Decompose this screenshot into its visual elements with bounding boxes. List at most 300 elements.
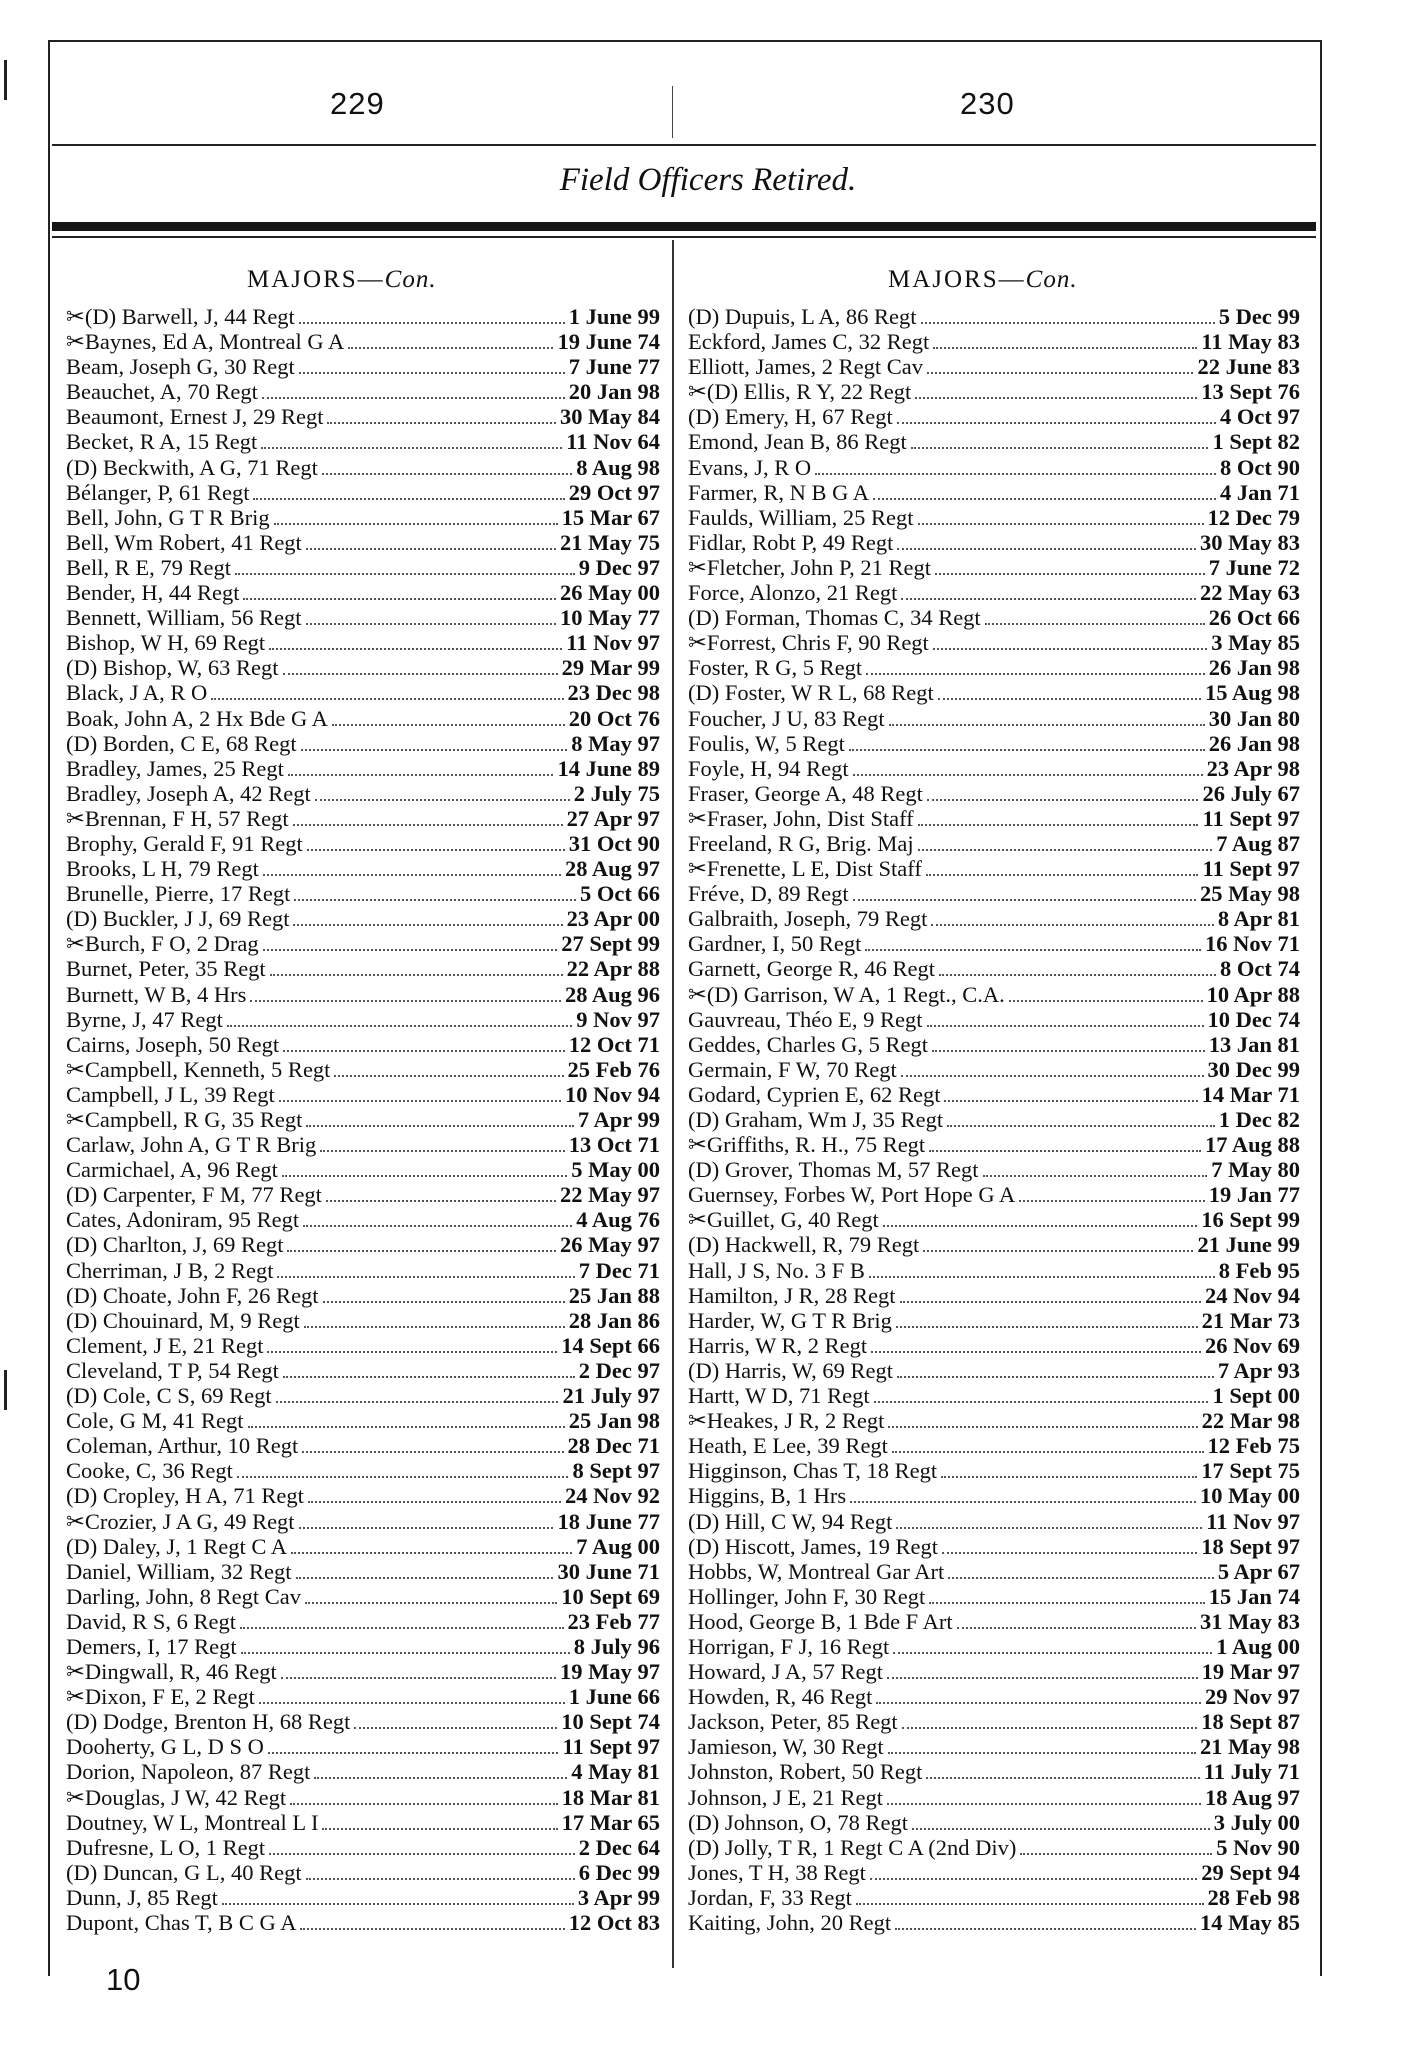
officer-entry bbox=[66, 1032, 660, 1057]
dot-leader bbox=[918, 523, 1204, 525]
officer-name: Emond, Jean B, 86 Regt bbox=[688, 429, 907, 455]
retirement-date: 7 June 77 bbox=[568, 354, 660, 380]
dot-leader bbox=[243, 598, 556, 600]
retirement-date: 31 Oct 90 bbox=[568, 830, 660, 856]
dot-leader bbox=[263, 949, 558, 951]
officer-entry bbox=[688, 1283, 1300, 1308]
officer-name: Demers, I, 17 Regt bbox=[66, 1633, 237, 1659]
officer-name: Cole, G M, 41 Regt bbox=[66, 1408, 244, 1434]
officer-name: ✂Guillet, G, 40 Regt bbox=[688, 1207, 879, 1233]
officer-entry bbox=[688, 1910, 1300, 1935]
officer-entry bbox=[688, 1308, 1300, 1333]
officer-name: Cairns, Joseph, 50 Regt bbox=[66, 1031, 280, 1057]
retirement-date: 23 Dec 98 bbox=[567, 680, 660, 706]
retirement-date: 30 Jan 80 bbox=[1208, 705, 1300, 731]
dot-leader bbox=[926, 874, 1199, 876]
officer-name: (D) Daley, J, 1 Regt C A bbox=[66, 1533, 288, 1559]
officer-name: Horrigan, F J, 16 Regt bbox=[688, 1633, 890, 1659]
officer-name: (D) Emery, H, 67 Regt bbox=[688, 404, 893, 430]
officer-name: Dupont, Chas T, B C G A bbox=[66, 1910, 297, 1935]
officer-name: Geddes, Charles G, 5 Regt bbox=[688, 1031, 928, 1057]
dot-leader bbox=[927, 799, 1199, 801]
officer-name: Darling, John, 8 Regt Cav bbox=[66, 1583, 301, 1609]
retirement-date: 10 Dec 74 bbox=[1207, 1006, 1300, 1032]
dot-leader bbox=[293, 924, 562, 926]
officer-entry bbox=[688, 831, 1300, 856]
dot-leader bbox=[869, 1276, 1215, 1278]
signature-mark: 10 bbox=[106, 1962, 141, 1997]
officer-entry bbox=[688, 1860, 1300, 1885]
officer-entry bbox=[688, 1032, 1300, 1057]
retirement-date: 6 Dec 99 bbox=[578, 1859, 660, 1885]
officer-name: (D) Grover, Thomas M, 57 Regt bbox=[688, 1157, 979, 1183]
officer-entry bbox=[66, 379, 660, 404]
dot-leader bbox=[876, 1702, 1201, 1704]
officer-name: Harris, W R, 2 Regt bbox=[688, 1332, 868, 1358]
officer-entry bbox=[66, 354, 660, 379]
officer-name: (D) Beckwith, A G, 71 Regt bbox=[66, 454, 318, 480]
officer-entry bbox=[66, 956, 660, 981]
dot-leader bbox=[304, 1326, 565, 1328]
dot-leader bbox=[921, 322, 1215, 324]
retirement-date: 4 Oct 97 bbox=[1220, 404, 1300, 430]
officer-name: Hartt, W D, 71 Regt bbox=[688, 1383, 870, 1409]
retirement-date: 18 Sept 87 bbox=[1201, 1709, 1300, 1735]
retirement-date: 7 Aug 87 bbox=[1216, 830, 1300, 856]
officer-entry bbox=[688, 530, 1300, 555]
dot-leader bbox=[893, 1652, 1212, 1654]
retirement-date: 13 Sept 76 bbox=[1201, 379, 1300, 405]
officer-entry bbox=[66, 630, 660, 655]
retirement-date: 8 May 97 bbox=[571, 730, 660, 756]
dot-leader bbox=[896, 1527, 1202, 1529]
retirement-date: 7 Apr 93 bbox=[1217, 1357, 1300, 1383]
officer-entry bbox=[66, 1057, 660, 1082]
officer-name: ✂Campbell, Kenneth, 5 Regt bbox=[66, 1056, 331, 1082]
dot-leader bbox=[269, 1853, 575, 1855]
retirement-date: 1 Sept 00 bbox=[1212, 1383, 1300, 1409]
officer-name: Dufresne, L O, 1 Regt bbox=[66, 1834, 266, 1860]
retirement-date: 28 Jan 86 bbox=[568, 1307, 660, 1333]
officer-entry bbox=[688, 706, 1300, 731]
officer-name: Faulds, William, 25 Regt bbox=[688, 504, 914, 530]
officer-entry bbox=[688, 1810, 1300, 1835]
retirement-date: 7 Dec 71 bbox=[578, 1257, 660, 1283]
retirement-date: 22 May 97 bbox=[560, 1182, 660, 1208]
dot-leader bbox=[874, 1401, 1209, 1403]
officer-entry bbox=[688, 630, 1300, 655]
retirement-date: 8 Apr 81 bbox=[1217, 906, 1300, 932]
dot-leader bbox=[942, 1552, 1197, 1554]
officer-name: Campbell, J L, 39 Regt bbox=[66, 1081, 275, 1107]
retirement-date: 17 Mar 65 bbox=[561, 1809, 660, 1835]
left-officer-list bbox=[66, 304, 660, 1935]
retirement-date: 8 Oct 90 bbox=[1220, 454, 1300, 480]
officer-entry bbox=[66, 1433, 660, 1458]
retirement-date: 25 Feb 76 bbox=[567, 1056, 660, 1082]
dot-leader bbox=[281, 1677, 556, 1679]
officer-name: Godard, Cyprien E, 62 Regt bbox=[688, 1081, 941, 1107]
officer-name: Fréve, D, 89 Regt bbox=[688, 881, 849, 907]
officer-name: ✂Fraser, John, Dist Staff bbox=[688, 805, 914, 831]
section-title: Field Officers Retired. bbox=[559, 162, 857, 198]
officer-entry bbox=[66, 480, 660, 505]
dot-leader bbox=[306, 1878, 575, 1880]
officer-entry bbox=[66, 1408, 660, 1433]
retirement-date: 22 June 83 bbox=[1197, 354, 1300, 380]
officer-name: (D) Dupuis, L A, 86 Regt bbox=[688, 304, 917, 329]
officer-name: Jamieson, W, 30 Regt bbox=[688, 1734, 884, 1760]
retirement-date: 27 Sept 99 bbox=[561, 931, 660, 957]
right-column-heading bbox=[888, 266, 1078, 294]
retirement-date: 23 Apr 98 bbox=[1206, 755, 1300, 781]
officer-name: Garnett, George R, 46 Regt bbox=[688, 956, 936, 982]
officer-entry bbox=[66, 404, 660, 429]
officer-name: Doutney, W L, Montreal L I bbox=[66, 1809, 319, 1835]
officer-name: Bennett, William, 56 Regt bbox=[66, 605, 302, 631]
dot-leader bbox=[947, 1125, 1215, 1127]
dot-leader bbox=[901, 1075, 1204, 1077]
dot-leader bbox=[948, 1577, 1214, 1579]
officer-entry bbox=[688, 1584, 1300, 1609]
dot-leader bbox=[277, 1276, 574, 1278]
retirement-date: 12 Dec 79 bbox=[1207, 504, 1300, 530]
officer-entry bbox=[688, 1835, 1300, 1860]
officer-entry bbox=[688, 956, 1300, 981]
officer-name: Howden, R, 46 Regt bbox=[688, 1684, 873, 1710]
retirement-date: 19 Mar 97 bbox=[1201, 1659, 1300, 1685]
retirement-date: 8 Sept 97 bbox=[572, 1458, 660, 1484]
retirement-date: 12 Feb 75 bbox=[1207, 1433, 1300, 1459]
retirement-date: 28 Dec 71 bbox=[567, 1433, 660, 1459]
officer-entry bbox=[688, 1358, 1300, 1383]
officer-name: (D) Foster, W R L, 68 Regt bbox=[688, 680, 934, 706]
officer-entry bbox=[66, 1458, 660, 1483]
officer-entry bbox=[66, 1132, 660, 1157]
officer-entry bbox=[66, 1559, 660, 1584]
officer-name: Fraser, George A, 48 Regt bbox=[688, 780, 923, 806]
officer-entry bbox=[66, 1584, 660, 1609]
officer-entry bbox=[688, 580, 1300, 605]
officer-entry bbox=[66, 505, 660, 530]
dot-leader bbox=[315, 799, 570, 801]
officer-entry bbox=[66, 881, 660, 906]
top-border bbox=[48, 40, 1322, 42]
retirement-date: 7 May 80 bbox=[1211, 1157, 1300, 1183]
retirement-date: 23 Apr 00 bbox=[566, 906, 660, 932]
retirement-date: 10 Sept 69 bbox=[561, 1583, 660, 1609]
officer-name: Foster, R G, 5 Regt bbox=[688, 655, 863, 681]
retirement-date: 20 Jan 98 bbox=[568, 379, 660, 405]
dot-leader bbox=[871, 1351, 1201, 1353]
officer-name: (D) Cole, C S, 69 Regt bbox=[66, 1383, 272, 1409]
officer-name: ✂Baynes, Ed A, Montreal G A bbox=[66, 329, 345, 355]
officer-entry bbox=[66, 1885, 660, 1910]
dot-leader bbox=[897, 1376, 1214, 1378]
officer-name: ✂Campbell, R G, 35 Regt bbox=[66, 1107, 303, 1132]
officer-name: (D) Bishop, W, 63 Regt bbox=[66, 655, 279, 681]
retirement-date: 8 Oct 74 bbox=[1220, 956, 1300, 982]
officer-entry bbox=[688, 1182, 1300, 1207]
dot-leader bbox=[932, 1050, 1205, 1052]
retirement-date: 10 Sept 74 bbox=[561, 1709, 660, 1735]
heading-continued: Con. bbox=[384, 266, 437, 293]
officer-entry bbox=[688, 1785, 1300, 1810]
officer-name: ✂Dixon, F E, 2 Regt bbox=[66, 1684, 255, 1710]
officer-entry bbox=[66, 1182, 660, 1207]
retirement-date: 13 Jan 81 bbox=[1208, 1031, 1300, 1057]
right-officer-list bbox=[688, 304, 1300, 1935]
retirement-date: 27 Apr 97 bbox=[566, 805, 660, 831]
officer-name: (D) Hill, C W, 94 Regt bbox=[688, 1508, 893, 1534]
officer-entry bbox=[688, 1759, 1300, 1784]
officer-entry bbox=[66, 1207, 660, 1232]
officer-name: Foulis, W, 5 Regt bbox=[688, 730, 845, 756]
retirement-date: 26 Oct 66 bbox=[1208, 605, 1300, 631]
officer-entry bbox=[66, 680, 660, 705]
dot-leader bbox=[274, 523, 558, 525]
dot-leader bbox=[933, 347, 1197, 349]
dot-leader bbox=[887, 1803, 1201, 1805]
officer-entry bbox=[66, 1684, 660, 1709]
officer-name: Heath, E Lee, 39 Regt bbox=[688, 1433, 888, 1459]
officer-entry bbox=[66, 1509, 660, 1534]
officer-entry bbox=[688, 806, 1300, 831]
officer-name: Jackson, Peter, 85 Regt bbox=[688, 1709, 898, 1735]
officer-entry bbox=[688, 1207, 1300, 1232]
retirement-date: 26 May 00 bbox=[560, 580, 660, 606]
dot-leader bbox=[935, 573, 1205, 575]
retirement-date: 11 Nov 97 bbox=[566, 630, 660, 656]
officer-name: Beam, Joseph G, 30 Regt bbox=[66, 354, 295, 380]
dot-leader bbox=[270, 974, 563, 976]
officer-entry bbox=[688, 1157, 1300, 1182]
officer-entry bbox=[66, 906, 660, 931]
officer-name: Becket, R A, 15 Regt bbox=[66, 429, 258, 455]
officer-name: Jordan, F, 33 Regt bbox=[688, 1884, 852, 1910]
retirement-date: 8 Feb 95 bbox=[1218, 1257, 1300, 1283]
retirement-date: 11 Sept 97 bbox=[1202, 856, 1300, 882]
dot-leader bbox=[927, 1025, 1204, 1027]
thick-rule bbox=[52, 222, 1316, 231]
retirement-date: 26 Nov 69 bbox=[1205, 1332, 1300, 1358]
dot-leader bbox=[918, 824, 1199, 826]
dot-leader bbox=[853, 899, 1196, 901]
retirement-date: 16 Nov 71 bbox=[1205, 931, 1300, 957]
retirement-date: 30 Dec 99 bbox=[1207, 1056, 1300, 1082]
officer-name: (D) Duncan, G L, 40 Regt bbox=[66, 1859, 302, 1885]
officer-name: (D) Chouinard, M, 9 Regt bbox=[66, 1307, 300, 1333]
officer-entry bbox=[66, 731, 660, 756]
dot-leader bbox=[276, 1401, 559, 1403]
dot-leader bbox=[300, 1928, 564, 1930]
header-divider bbox=[672, 86, 673, 138]
officer-entry bbox=[688, 1132, 1300, 1157]
retirement-date: 3 Apr 99 bbox=[577, 1884, 660, 1910]
officer-entry bbox=[66, 1810, 660, 1835]
dot-leader bbox=[895, 1928, 1196, 1930]
dot-leader bbox=[288, 774, 554, 776]
dot-leader bbox=[889, 724, 1205, 726]
dot-leader bbox=[237, 1476, 569, 1478]
officer-name: (D) Dodge, Brenton H, 68 Regt bbox=[66, 1709, 351, 1735]
officer-entry bbox=[688, 1559, 1300, 1584]
officer-entry bbox=[66, 655, 660, 680]
officer-name: David, R S, 6 Regt bbox=[66, 1608, 237, 1634]
dot-leader bbox=[287, 1250, 556, 1252]
dot-leader bbox=[865, 949, 1201, 951]
officer-entry bbox=[66, 1358, 660, 1383]
thin-rule bbox=[52, 236, 1316, 238]
officer-name: Farmer, R, N B G A bbox=[688, 479, 869, 505]
retirement-date: 21 July 97 bbox=[562, 1383, 660, 1409]
officer-entry bbox=[688, 1885, 1300, 1910]
dot-leader bbox=[853, 774, 1203, 776]
retirement-date: 31 May 83 bbox=[1200, 1608, 1300, 1634]
dot-leader bbox=[957, 1627, 1196, 1629]
retirement-date: 7 Apr 99 bbox=[577, 1107, 660, 1132]
officer-entry bbox=[66, 304, 660, 329]
dot-leader bbox=[911, 447, 1209, 449]
dot-leader bbox=[283, 673, 558, 675]
officer-name: Johnson, J E, 21 Regt bbox=[688, 1784, 884, 1810]
officer-entry bbox=[688, 1057, 1300, 1082]
retirement-date: 8 Aug 98 bbox=[576, 454, 660, 480]
officer-entry bbox=[688, 1509, 1300, 1534]
officer-entry bbox=[66, 756, 660, 781]
officer-entry bbox=[66, 706, 660, 731]
officer-entry bbox=[688, 1082, 1300, 1107]
retirement-date: 3 May 85 bbox=[1211, 630, 1300, 656]
officer-name: Clement, J E, 21 Regt bbox=[66, 1332, 264, 1358]
retirement-date: 5 Dec 99 bbox=[1218, 304, 1300, 329]
officer-entry bbox=[66, 806, 660, 831]
retirement-date: 21 June 99 bbox=[1197, 1232, 1300, 1258]
officer-name: Dorion, Napoleon, 87 Regt bbox=[66, 1759, 311, 1785]
officer-entry bbox=[688, 1483, 1300, 1508]
retirement-date: 30 June 71 bbox=[557, 1558, 660, 1584]
retirement-date: 28 Aug 97 bbox=[564, 856, 660, 882]
dot-leader bbox=[322, 1828, 557, 1830]
dot-leader bbox=[279, 1100, 561, 1102]
officer-name: ✂Griffiths, R. H., 75 Regt bbox=[688, 1132, 926, 1158]
dot-leader bbox=[320, 1150, 565, 1152]
retirement-date: 18 Aug 97 bbox=[1204, 1784, 1300, 1810]
dot-leader bbox=[334, 1075, 563, 1077]
dot-leader bbox=[1019, 1200, 1204, 1202]
dot-leader bbox=[900, 1301, 1202, 1303]
officer-name: Bradley, Joseph A, 42 Regt bbox=[66, 780, 311, 806]
retirement-date: 19 June 74 bbox=[557, 329, 660, 355]
heading-continued: Con. bbox=[1025, 266, 1078, 293]
officer-entry bbox=[66, 1082, 660, 1107]
officer-name: Beauchet, A, 70 Regt bbox=[66, 379, 258, 405]
dot-leader bbox=[211, 698, 563, 700]
dot-leader bbox=[348, 347, 553, 349]
dot-leader bbox=[282, 1175, 567, 1177]
officer-name: (D) Cropley, H A, 71 Regt bbox=[66, 1483, 304, 1509]
dot-leader bbox=[261, 447, 562, 449]
officer-entry bbox=[688, 1258, 1300, 1283]
dot-leader bbox=[283, 1050, 565, 1052]
dot-leader bbox=[915, 397, 1197, 399]
officer-name: Galbraith, Joseph, 79 Regt bbox=[688, 906, 928, 932]
retirement-date: 11 Sept 97 bbox=[562, 1734, 660, 1760]
dot-leader bbox=[241, 1652, 570, 1654]
officer-name: Carmichael, A, 96 Regt bbox=[66, 1157, 278, 1183]
officer-name: Byrne, J, 47 Regt bbox=[66, 1006, 223, 1032]
officer-name: (D) Charlton, J, 69 Regt bbox=[66, 1232, 284, 1258]
officer-name: ✂(D) Garrison, W A, 1 Regt., C.A. bbox=[688, 981, 1005, 1007]
retirement-date: 29 Sept 94 bbox=[1201, 1859, 1300, 1885]
dot-leader bbox=[299, 1527, 554, 1529]
officer-entry bbox=[66, 856, 660, 881]
dot-leader bbox=[354, 1727, 557, 1729]
retirement-date: 11 July 71 bbox=[1203, 1759, 1300, 1785]
retirement-date: 2 July 75 bbox=[573, 780, 660, 806]
officer-entry bbox=[688, 1634, 1300, 1659]
officer-name: ✂(D) Barwell, J, 44 Regt bbox=[66, 304, 295, 329]
retirement-date: 5 Oct 66 bbox=[580, 881, 660, 907]
officer-name: Howard, J A, 57 Regt bbox=[688, 1659, 883, 1685]
dot-leader bbox=[227, 1025, 572, 1027]
officer-name: Foyle, H, 94 Regt bbox=[688, 755, 849, 781]
officer-entry bbox=[66, 1157, 660, 1182]
retirement-date: 11 Nov 64 bbox=[566, 429, 660, 455]
officer-entry bbox=[66, 1333, 660, 1358]
dot-leader bbox=[897, 548, 1196, 550]
dot-leader bbox=[326, 1200, 556, 1202]
officer-entry bbox=[688, 931, 1300, 956]
retirement-date: 21 May 75 bbox=[560, 529, 660, 555]
officer-entry bbox=[688, 505, 1300, 530]
retirement-date: 15 Jan 74 bbox=[1208, 1583, 1300, 1609]
dot-leader bbox=[305, 1602, 557, 1604]
officer-name: Bradley, James, 25 Regt bbox=[66, 755, 284, 781]
retirement-date: 25 Jan 98 bbox=[568, 1408, 660, 1434]
dot-leader bbox=[222, 1903, 574, 1905]
dot-leader bbox=[323, 1301, 565, 1303]
officer-entry bbox=[688, 881, 1300, 906]
officer-name: Cherriman, J B, 2 Regt bbox=[66, 1257, 274, 1283]
dot-leader bbox=[250, 1000, 561, 1002]
heading-text: MAJORS— bbox=[247, 266, 385, 293]
dot-leader bbox=[892, 1451, 1204, 1453]
officer-entry bbox=[66, 1659, 660, 1684]
retirement-date: 1 Aug 00 bbox=[1216, 1633, 1300, 1659]
officer-entry bbox=[688, 429, 1300, 454]
retirement-date: 8 July 96 bbox=[573, 1633, 660, 1659]
dot-leader bbox=[307, 849, 565, 851]
officer-name: Hamilton, J R, 28 Regt bbox=[688, 1282, 896, 1308]
officer-name: Carlaw, John A, G T R Brig bbox=[66, 1132, 317, 1158]
officer-name: Hobbs, W, Montreal Gar Art bbox=[688, 1558, 945, 1584]
officer-name: (D) Jolly, T R, 1 Regt C A (2nd Div) bbox=[688, 1834, 1017, 1860]
officer-entry bbox=[66, 580, 660, 605]
dot-leader bbox=[294, 899, 576, 901]
retirement-date: 28 Feb 98 bbox=[1207, 1884, 1300, 1910]
dot-leader bbox=[299, 322, 565, 324]
dot-leader bbox=[985, 623, 1205, 625]
retirement-date: 22 May 63 bbox=[1200, 580, 1300, 606]
officer-name: Dunn, J, 85 Regt bbox=[66, 1884, 218, 1910]
retirement-date: 24 Nov 94 bbox=[1205, 1282, 1300, 1308]
officer-entry bbox=[66, 1709, 660, 1734]
officer-name: ✂Burch, F O, 2 Drag bbox=[66, 931, 259, 957]
retirement-date: 7 June 72 bbox=[1208, 554, 1300, 580]
retirement-date: 29 Oct 97 bbox=[568, 479, 660, 505]
retirement-date: 4 Jan 71 bbox=[1219, 479, 1300, 505]
